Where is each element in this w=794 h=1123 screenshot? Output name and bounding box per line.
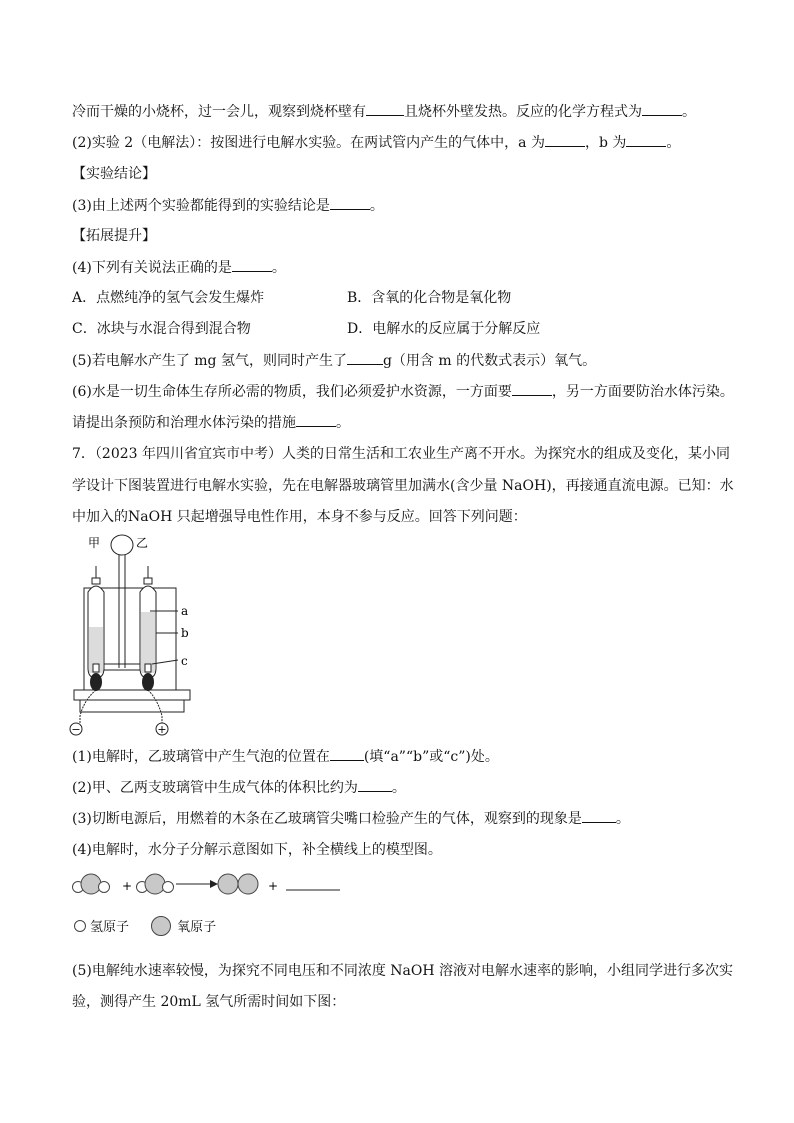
base-board [80, 700, 184, 712]
plus-sign: + [122, 879, 133, 893]
left-electrode [93, 664, 99, 672]
funnel-bulb [111, 535, 133, 555]
sub-question-2 [72, 777, 732, 798]
label-c: c [181, 654, 188, 668]
text: 。 [666, 135, 681, 151]
right-stopper [142, 673, 154, 691]
electrolysis-apparatus-diagram [66, 532, 206, 738]
text: (3)切断电源后，用燃着的木条在乙玻璃管尖嘴口检验产生的气体，观察到的现象是 [72, 811, 582, 827]
text-line-7 [72, 412, 732, 433]
text: ，另一方面要防治水体污染。 [551, 384, 734, 400]
minus-sign: − [71, 723, 81, 736]
oxygen-atom [218, 874, 238, 894]
text: 。 [615, 811, 630, 827]
text-line-5 [72, 350, 732, 371]
answer-blank[interactable] [512, 381, 552, 396]
label-a: a [181, 604, 189, 618]
text: (4)下列有关说法正确的是 [72, 260, 232, 276]
text-line-4 [72, 257, 732, 278]
text: 。 [271, 260, 286, 276]
text: (6)水是一切生命体生存所必需的物质，我们必须爱护水资源，一方面要 [72, 384, 512, 400]
answer-blank[interactable] [366, 101, 404, 116]
oxygen-legend-icon [151, 916, 171, 936]
text-line-3 [72, 195, 732, 216]
sub-question-3 [72, 808, 732, 829]
text-line-1 [72, 101, 732, 122]
sub-question-1 [72, 746, 732, 767]
question-7-line-1: 7．（2023 年四川省宜宾市中考）人类的日常生活和工农业生产离不开水。为探究水的组成及变化，某小同 [72, 446, 730, 462]
text-line-2 [72, 132, 732, 153]
text: (2)实验 2（电解法）：按图进行电解水实验。在两试管内产生的气体中，a 为 [72, 135, 545, 151]
sub-question-5-line-1: (5)电解纯水速率较慢，为探究不同电压和不同浓度 NaOH 溶液对电解水速率的影响，小组同学进行多次实 [72, 963, 734, 979]
text: 冷而干燥的小烧杯，过一会儿，观察到烧杯壁有 [72, 104, 366, 120]
answer-blank[interactable] [642, 101, 682, 116]
sub-question-4: (4)电解时，水分子分解示意图如下，补全横线上的模型图。 [72, 842, 442, 858]
answer-blank[interactable] [626, 132, 666, 147]
answer-blank[interactable] [296, 412, 336, 427]
atom-legend [74, 916, 216, 938]
hydrogen-legend-label: 氢原子 [90, 920, 130, 935]
hydrogen-atom [163, 882, 174, 893]
oxygen-atom [238, 874, 258, 894]
label-jia: 甲 [88, 536, 101, 550]
text: (5)若电解水产生了 mg 氢气，则同时产生了 [72, 353, 347, 369]
section-heading-conclusion: 【实验结论】 [72, 166, 156, 182]
label-yi: 乙 [136, 536, 149, 550]
text: 。 [682, 104, 696, 120]
text: ，b 为 [584, 135, 627, 151]
question-7-line-3: 中加入的NaOH 只起增强导电性作用，本身不参与反应。回答下列问题： [72, 509, 527, 525]
oxygen-atom [145, 874, 165, 894]
right-electrode [145, 664, 151, 672]
text: 且烧杯外壁发热。反应的化学方程式为 [404, 104, 642, 120]
left-stopper [90, 673, 102, 691]
water-decomposition-model [70, 870, 350, 900]
answer-blank[interactable] [330, 195, 370, 210]
sub-question-5-line-2: 验，测得产生 20mL 氢气所需时间如下图： [72, 994, 346, 1010]
oxygen-atom [81, 874, 101, 894]
answer-blank[interactable] [358, 777, 392, 792]
text: 。 [369, 198, 384, 214]
option-a: A．点燃纯净的氢气会发生爆炸 [72, 290, 265, 306]
text: (2)甲、乙两支玻璃管中生成气体的体积比约为 [72, 780, 358, 796]
option-b: B．含氧的化合物是氧化物 [347, 290, 512, 306]
text: (3)由上述两个实验都能得到的实验结论是 [72, 198, 330, 214]
option-d: D．电解水的反应属于分解反应 [347, 321, 541, 337]
text: g（用含 m 的代数式表示）氧气。 [382, 353, 597, 369]
hydrogen-legend-icon [74, 920, 86, 932]
text: 。 [391, 780, 406, 796]
text: 。 [336, 415, 350, 431]
label-b: b [181, 626, 189, 640]
text-line-6 [72, 381, 732, 402]
answer-blank[interactable] [232, 257, 272, 272]
answer-blank[interactable] [545, 132, 585, 147]
question-7-line-2: 学设计下图装置进行电解水实验，先在电解器玻璃管里加满水(含少量 NaOH)，再接通直流电源。已知：水 [72, 478, 734, 494]
text: 请提出条预防和治理水体污染的措施 [72, 415, 296, 431]
right-valve [144, 578, 152, 584]
left-valve [92, 578, 100, 584]
option-c: C．冰块与水混合得到混合物 [72, 321, 251, 337]
text: (填“a”“b”或“c”)处。 [363, 749, 499, 765]
answer-blank[interactable] [582, 808, 616, 823]
section-heading-extension: 【拓展提升】 [72, 228, 156, 244]
plus-sign: + [157, 723, 167, 736]
oxygen-legend-label: 氧原子 [177, 920, 217, 935]
answer-blank[interactable] [347, 350, 383, 365]
text: (1)电解时，乙玻璃管中产生气泡的位置在 [72, 749, 330, 765]
hydrogen-atom [99, 882, 110, 893]
plus-sign: + [268, 879, 279, 893]
reaction-arrow-head [210, 880, 218, 888]
answer-blank[interactable] [330, 746, 364, 761]
